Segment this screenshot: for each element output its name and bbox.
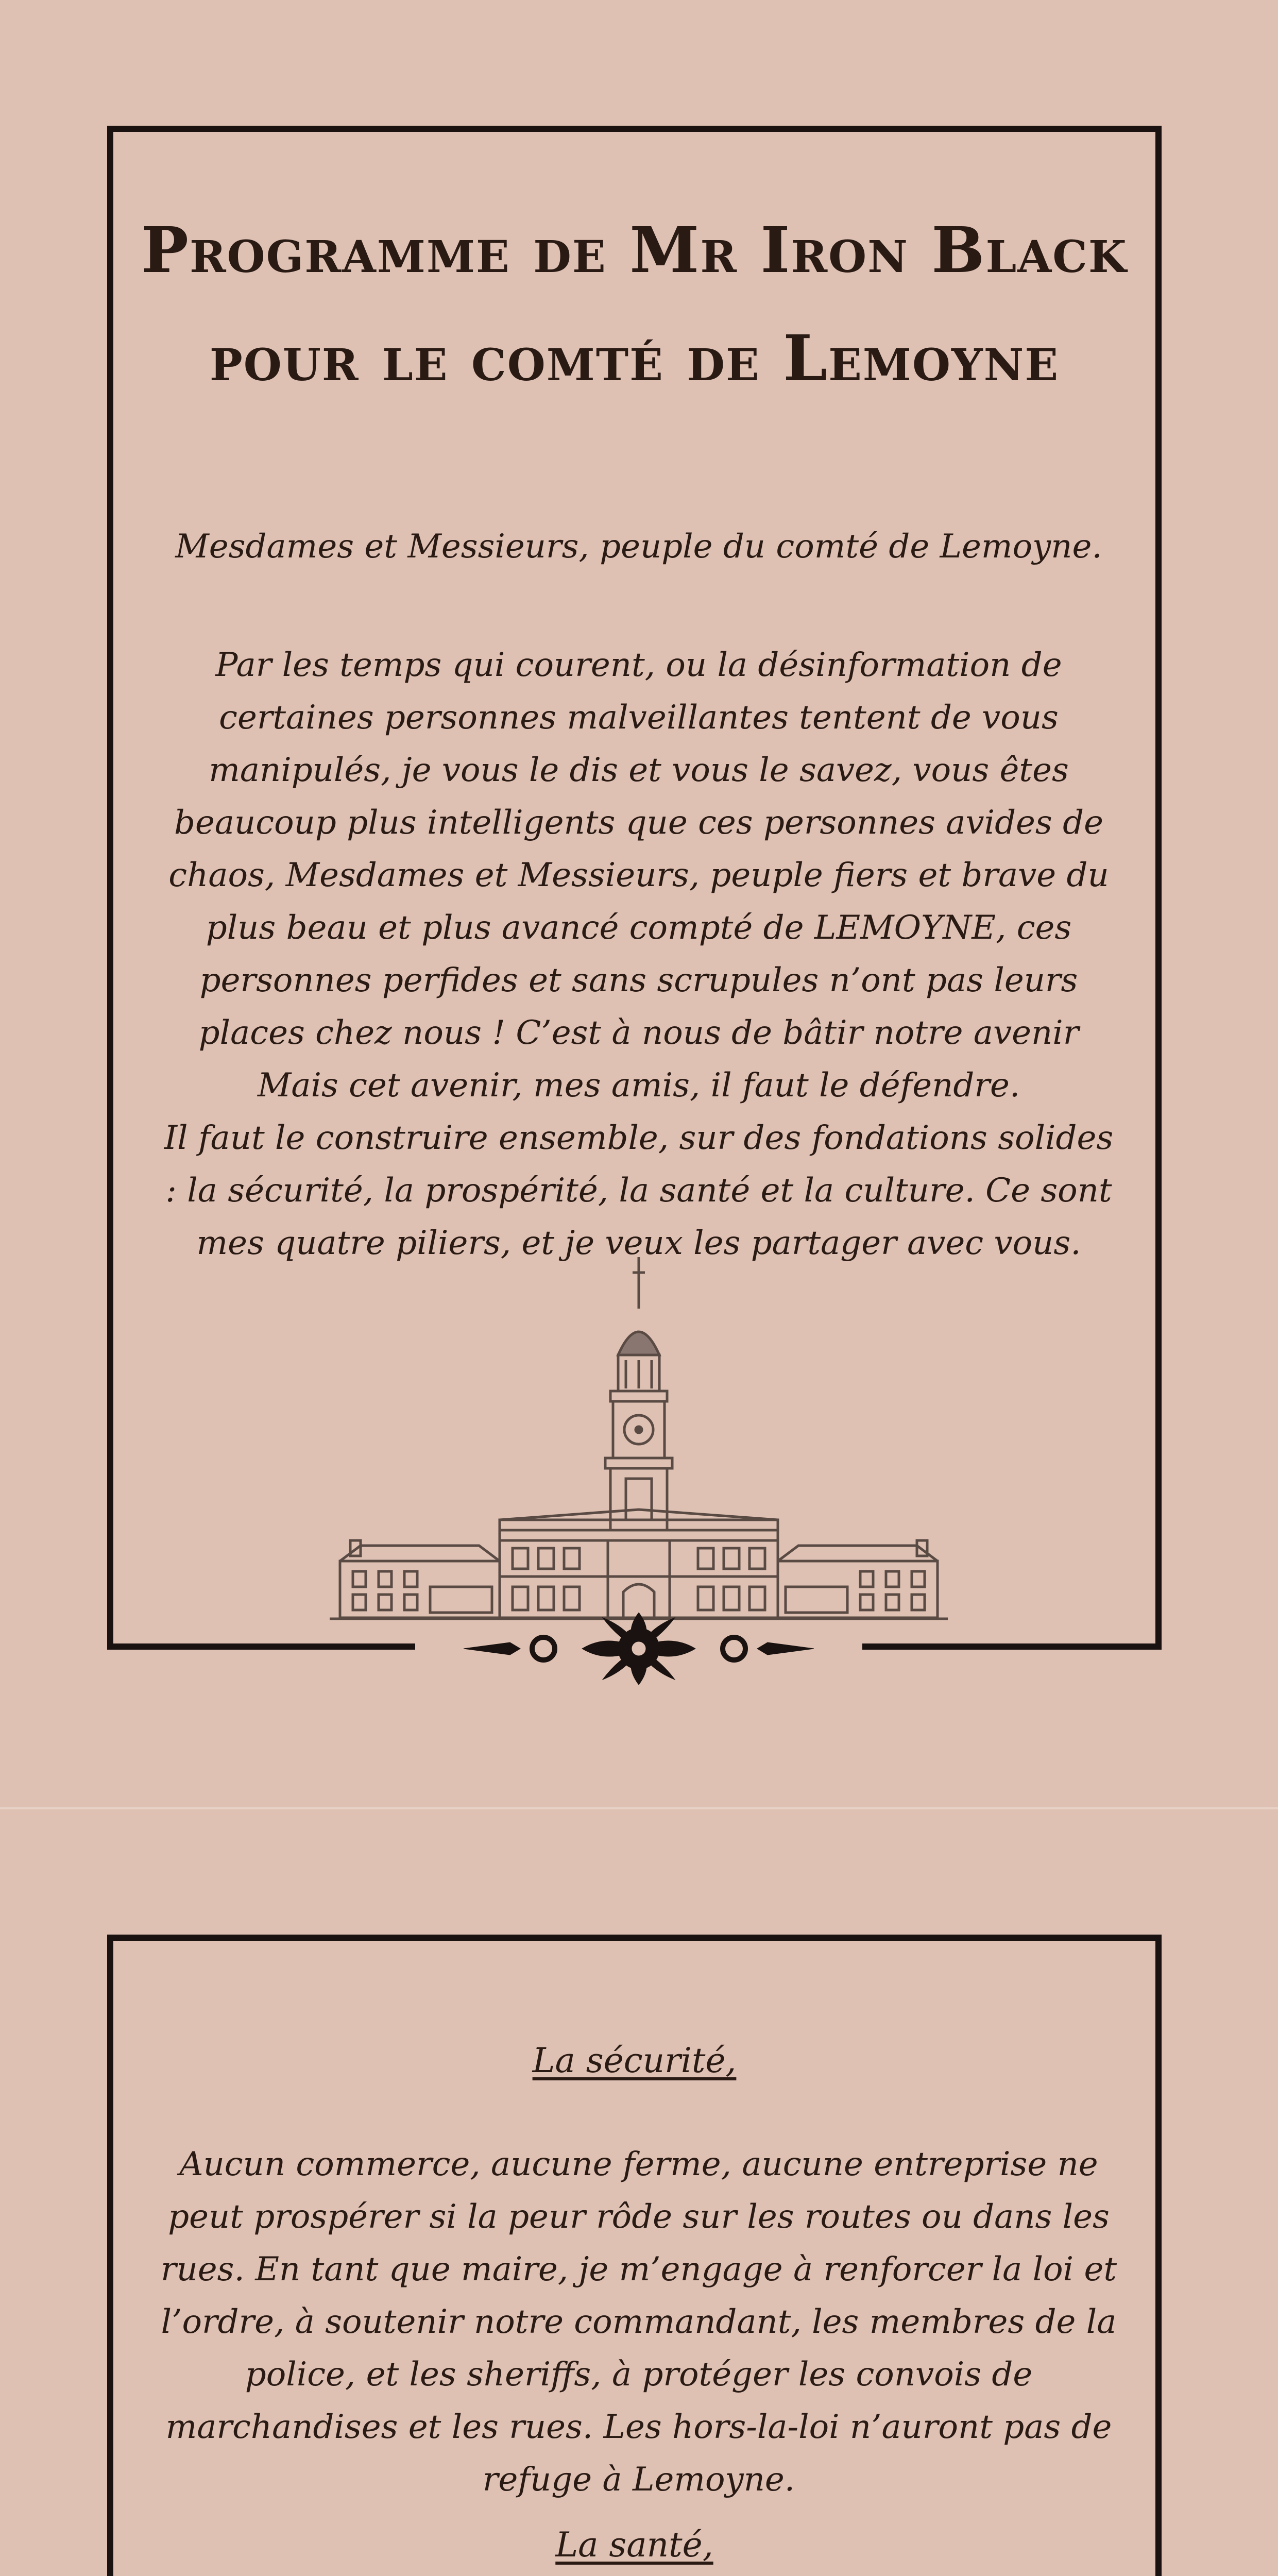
- intro-paragraph: [155, 639, 1123, 1269]
- page-title: [107, 196, 1162, 412]
- ornament-flourish-icon: [453, 1613, 824, 1685]
- intro-paragraph-part-2: Il faut le construire ensemble, sur des fondations solides : la sécurité, la prospérité, la santé et la culture. Ce sont mes quatre piliers, et je veux les partager avec vous.: [164, 1119, 1114, 1262]
- frame-bottom-right: [862, 1643, 1162, 1650]
- title-line-1: Programme de Mr Iron Black: [141, 213, 1128, 287]
- heading-securite: La sécurité,: [532, 2041, 737, 2080]
- heading-sante: La santé,: [555, 2525, 713, 2565]
- greeting-text: Mesdames et Messieurs, peuple du comté de Lemoyne.: [175, 528, 1102, 566]
- building-illustration: [330, 1252, 948, 1623]
- securite-paragraph: Aucun commerce, aucune ferme, aucune entreprise ne peut prospérer si la peur rôde sur les routes ou dans les rues. En tant que maire, je m’engage à renforcer la loi et l’ordre, à soutenir notre commandant, les membres de la police, et les sheriffs, à protéger les convois de marchandises et les rues. Les hors-la-loi n’auront pas de refuge à Lemoyne.: [160, 2145, 1117, 2499]
- title-line-2: pour le comté de Lemoyne: [209, 321, 1060, 395]
- page-2: [0, 1808, 1278, 2576]
- intro-paragraph-part-1: Par les temps qui courent, ou la désinformation de certaines personnes malveillantes tentent de vous manipulés, je vous le dis et vous le savez, vous êtes beaucoup plus intelligents que ces personnes avides de chaos, Mesdames et Messieurs, peuple fiers et brave du plus beau et plus avancé compté de LEMOYNE, ces personnes perfides et sans scrupules n’ont pas leurs places chez nous ! C’est à nous de bâtir notre avenir Mais cet avenir, mes amis, il faut le défendre.: [168, 646, 1109, 1105]
- frame-bottom-left: [107, 1643, 415, 1650]
